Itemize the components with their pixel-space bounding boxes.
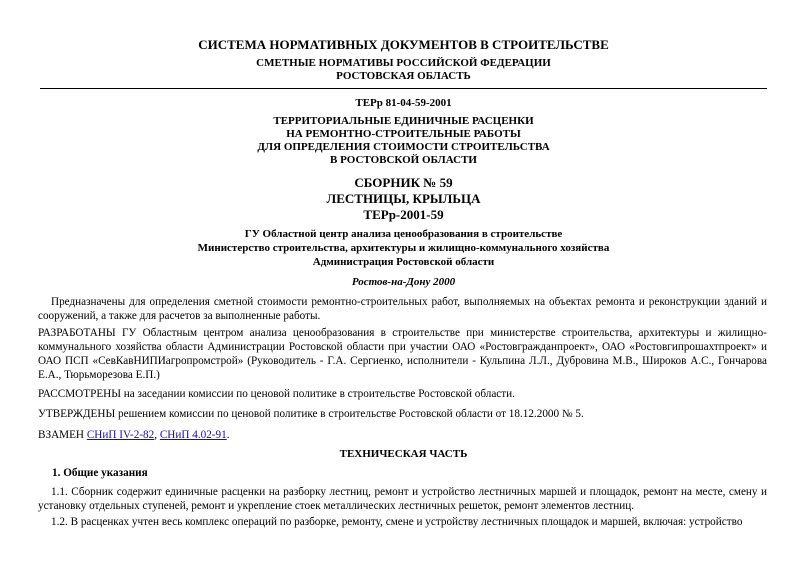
collection-number: СБОРНИК № 59: [354, 175, 453, 190]
place-year: Ростов-на-Дону 2000: [351, 276, 456, 288]
title-line-4: В РОСТОВСКОЙ ОБЛАСТИ: [330, 154, 477, 166]
norms-heading: СМЕТНЫЕ НОРМАТИВЫ РОССИЙСКОЙ ФЕДЕРАЦИИ: [256, 57, 551, 69]
title-line-1: ТЕРРИТОРИАЛЬНЫЕ ЕДИНИЧНЫЕ РАСЦЕНКИ: [273, 115, 534, 127]
section-1-heading: 1. Общие указания: [52, 467, 148, 479]
developed-label: РАЗРАБОТАНЫ: [38, 327, 116, 339]
approved-paragraph: [38, 407, 767, 421]
doc-code: ТЕРр 81-04-59-2001: [355, 97, 452, 109]
paragraph-1-2: 1.2. В расценках учтен весь комплекс операций по разборке, ремонту, смене и устройству лестничных площадок и маршей, включая: устройство: [51, 516, 743, 528]
replaced-label: ВЗАМЕН: [38, 429, 85, 441]
org-line-2: Министерство строительства, архитектуры и жилищно-коммунального хозяйства: [197, 242, 610, 254]
reviewed-paragraph: [38, 387, 767, 401]
purpose-paragraph: Предназначены для определения сметной стоимости ремонтно-строительных работ, выполняемых на объектах ремонта и реконструкции зданий и сооружений, а также для расчетов за выполненные работы.: [38, 296, 767, 322]
org-line-3: Администрация Ростовской области: [312, 256, 495, 268]
snip-4-02-91-link[interactable]: СНиП 4.02-91: [159, 429, 227, 441]
approved-label: УТВЕРЖДЕНЫ: [38, 408, 116, 420]
collection-name: ЛЕСТНИЦЫ, КРЫЛЬЦА: [326, 191, 481, 206]
region-heading: РОСТОВСКАЯ ОБЛАСТЬ: [336, 70, 471, 82]
developed-text: ГУ Областным центром анализа ценообразования в строительстве при министерстве строительства, архитектуры и жилищно-коммунального хозяйства области Администрации Ростовской области при участии ОАО «Ростовгражданпроект», ОАО «Ростовгипрошахтпроект» и ОАО ПСП «СевКавНИПИагропромстрой» (Руководитель - Г.А. Сергиенко, исполнители - Кульпина Л.Л., Дубровина М.В., Широков А.С., Гончарова Е.А., Тюрьморезова Е.П.): [38, 327, 767, 381]
org-line-1: ГУ Областной центр анализа ценообразования в строительстве: [244, 228, 563, 240]
system-heading: СИСТЕМА НОРМАТИВНЫХ ДОКУМЕНТОВ В СТРОИТЕЛЬСТВЕ: [198, 37, 609, 52]
collection-code: ТЕРр-2001-59: [363, 207, 444, 222]
snip-iv-2-82-link[interactable]: СНиП IV-2-82: [86, 429, 155, 441]
developed-paragraph: [38, 326, 767, 382]
reviewed-text: на заседании комиссии по ценовой политике в строительстве Ростовской области.: [121, 388, 515, 400]
replaced-separator: ,: [154, 429, 160, 441]
reviewed-label: РАССМОТРЕНЫ: [38, 388, 121, 400]
paragraph-1-1: 1.1. Сборник содержит единичные расценки на разборку лестниц, ремонт и устройство лестничных маршей и площадок, ремонт на месте, смену и установку отдельных ступеней, ремонт и укрепление стоек металлических лестничных решеток, ремонт элементов лестниц.: [38, 486, 767, 512]
title-line-3: ДЛЯ ОПРЕДЕЛЕНИЯ СТОИМОСТИ СТРОИТЕЛЬСТВА: [257, 141, 550, 153]
technical-part-heading: ТЕХНИЧЕСКАЯ ЧАСТЬ: [339, 448, 468, 460]
title-line-2: НА РЕМОНТНО-СТРОИТЕЛЬНЫЕ РАБОТЫ: [286, 128, 521, 140]
replaced-paragraph: [38, 428, 767, 442]
approved-text: решением комиссии по ценовой политике в строительстве Ростовской области от 18.12.2000 № 5.: [115, 408, 584, 420]
replaced-end: .: [226, 429, 230, 441]
header-divider: [40, 88, 767, 89]
